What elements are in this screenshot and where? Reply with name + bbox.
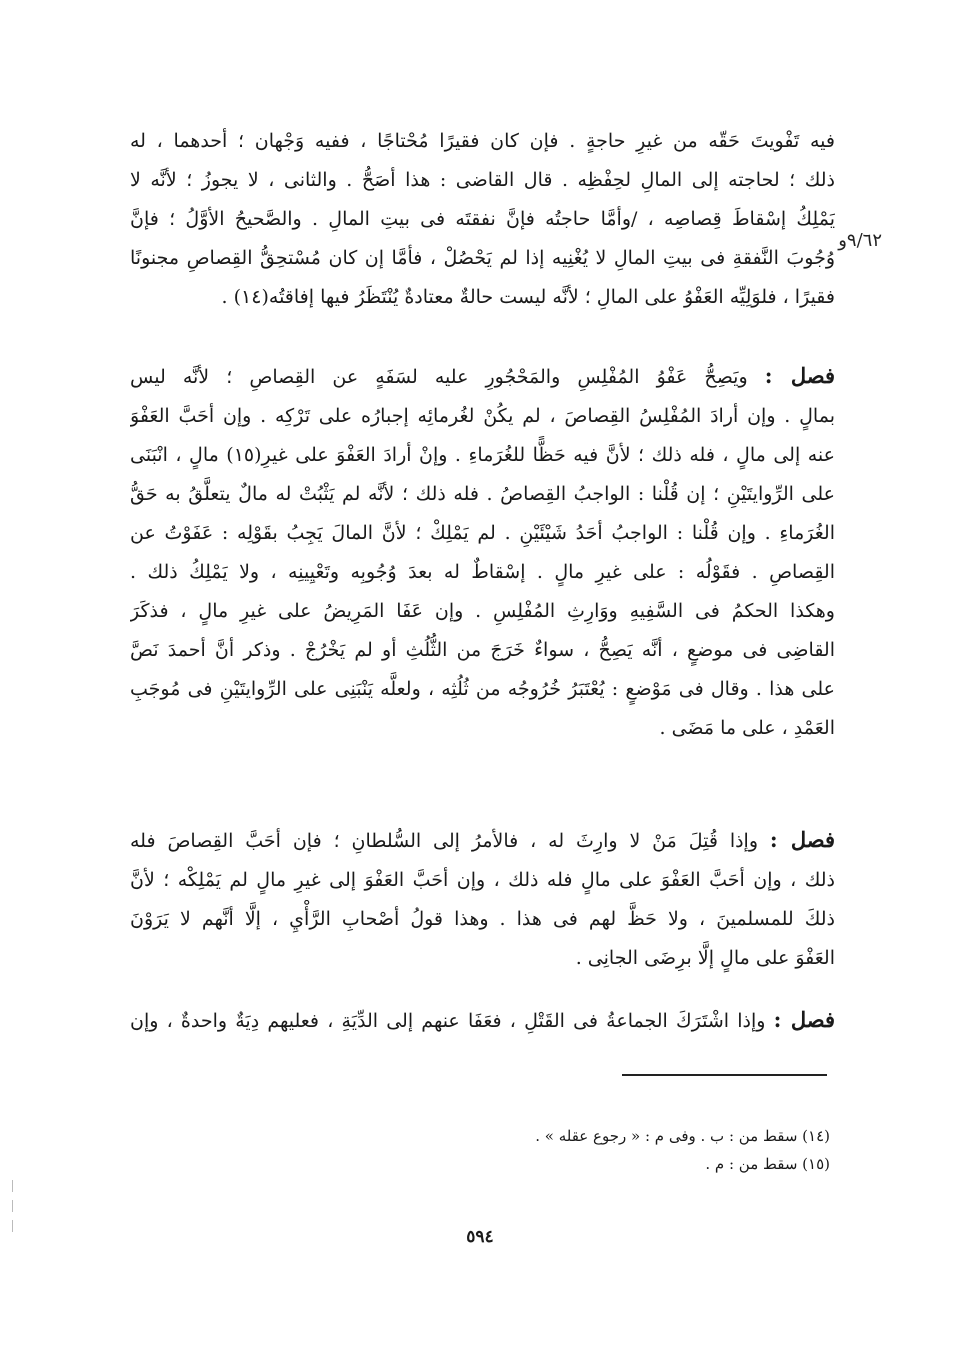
- scan-gutter-mark: [12, 1180, 13, 1192]
- footnotes: [430, 1122, 830, 1178]
- text-line: عنه إلى مالٍ ، فله ذلك ؛ لأنَّ فيه حَظًّا للغُرَماءِ . وإنْ أرادَ العَفْوَ على غيرِ(١٥) مالٍ ، انْبَنَى: [130, 444, 835, 466]
- text-line: فصل : وإذا اشْتَرَكَ الجماعةُ فى القَتْلِ ، فعَفَا عنهم إلى الدِّيَةِ ، فعليهم دِيَةٌ واحدةٌ ، وإن: [130, 1007, 835, 1032]
- section-heading: فصل :: [764, 363, 835, 388]
- text-line: على الرِّوايتَيْنِ ؛ إن قُلْنا : الواجبُ القِصاصُ . فله ذلك ؛ لأنَّه لم يَثْبُتْ له مالٌ يتعلَّقُ به حَقُّ: [130, 483, 835, 505]
- text-line: القِصاصِ . فقَوْلُه : على غيرِ مالٍ . إسْقاطٌ له بعدَ وُجُوبِه وتَعْيِينِه ، ولا يَمْلِكُ ذلك .: [130, 561, 835, 583]
- paragraph-1: [130, 122, 835, 317]
- text-line: وهكذا الحكمُ فى السَّفِيهِ ووَارِثِ المُفْلِسِ . وإن عَفَا المَرِيضُ على غيرِ مالٍ ، فذكَرَ: [130, 600, 835, 622]
- footnote: (١٥) سقط من : م .: [705, 1155, 830, 1173]
- text-line: وُجُوبَ النَّفقةِ فى بيتِ المالِ لا يُغْنِيه إذا لم يَحْصُلْ ، فأمَّا إن كان مُسْتحِقُّ القِصاصِ مجنونًا: [130, 247, 835, 269]
- footnote: (١٤) سقط من : ب . وفى م : « رجوع عقله » .: [535, 1127, 830, 1145]
- text-line: ذلك ؛ لحاجته إلى المالِ لحِفْظِه . قال القاضى : هذا أصَحُّ . والثانى ، لا يجوزُ ؛ لأنَّه لا: [130, 169, 835, 191]
- text-line: فيه تَفْويتَ حَقّه من غيرِ حاجةٍ . فإن كان فقيرًا مُحْتاجًا ، ففيه وَجْهان ؛ أحدهما ، له: [130, 130, 835, 152]
- text-line: على هذا . وقال فى مَوْضعٍ : يُعْتَبَرُ خُرُوجُه من ثُلُثِه ، ولعلَّه يَنْبَنِى على الرِّوايتَيْنِ فى مُوجَبِ: [130, 678, 835, 700]
- footnote-divider: [622, 1074, 827, 1076]
- page-number: ٥٩٤: [466, 1227, 494, 1247]
- manuscript-folio-note: ٩/٦٢و: [838, 230, 882, 251]
- text-line: فصل : ويَصِحُّ عَفْوُ المُفْلِسِ والمَحْجُورِ عليه لسَفَهٍ عن القِصاصِ ؛ لأنَّه ليس: [130, 363, 835, 388]
- section-heading: فصل :: [773, 1007, 835, 1032]
- text-line: يَمْلِكُ إسْقاطَ قِصاصِه ، /وأمَّا حاجتُه فإنَّ نفقتَه فى بيتِ المالِ . والصَّحيحُ الأوَّلُ ؛ فإنَّ: [130, 208, 835, 230]
- section-heading: فصل :: [769, 827, 835, 852]
- paragraph-3: [130, 820, 835, 978]
- scan-gutter-mark: [12, 1220, 13, 1232]
- text-line: العَفْوَ على مالٍ إلَّا برِضَى الجانِى .: [575, 947, 835, 969]
- text-line: فصل : وإذا قُتِلَ مَنْ لا وارِثَ له ، فالأمرُ إلى السُّلطانِ ؛ فإن أحَبَّ القِصاصَ فله: [130, 827, 835, 852]
- text-line: ذلكَ للمسلمينَ ، ولا حَظَّ لهم فى هذا . وهذا قولُ أصْحابِ الرَّأْيِ ، إلَّا أنَّهم لا يَرَوْنَ: [130, 908, 835, 930]
- text-line: العَمْدِ ، على ما مَضَى .: [659, 717, 835, 739]
- text-line: بمالٍ . وإن أرادَ المُفْلِسُ القِصاصَ ، لم يكُنْ لغُرمائِه إجبارُه على تَرْكِه . وإن أحَبَّ العَفْوَ: [130, 405, 835, 427]
- paragraph-2: [130, 356, 835, 748]
- text-line: ذلك ، وإن أحَبَّ العَفْوَ على مالٍ فله ذلك ، وإن أحَبَّ العَفْوَ إلى غيرِ مالٍ لم يَمْلِكْه ؛ لأنَّ: [130, 869, 835, 891]
- paragraph-4: [130, 1000, 835, 1041]
- text-line: القاضِى فى موضعٍ ، أنَّه يَصِحُّ ، سواءٌ خَرَجَ من الثُّلُثِ أو لم يَخْرُجْ . وذكر أنَّ أحمدَ نَصَّ: [130, 639, 835, 661]
- scan-gutter-mark: [12, 1200, 13, 1212]
- text-line: الغُرَماءِ . وإن قُلْنا : الواجبُ أحَدُ شَيْئَيْنِ . لم يَمْلِكْ ؛ لأنَّ المالَ يَجِبُ بقَوْلِه : عَفَوْتُ عن: [130, 522, 835, 544]
- text-line: فقيرًا ، فلوَلِيِّه العَفْوُ على المالِ ؛ لأنَّه ليست حالةٌ معتادةٌ يُنْتَظَرُ فيها إفاقتُه(١٤) .: [221, 286, 835, 308]
